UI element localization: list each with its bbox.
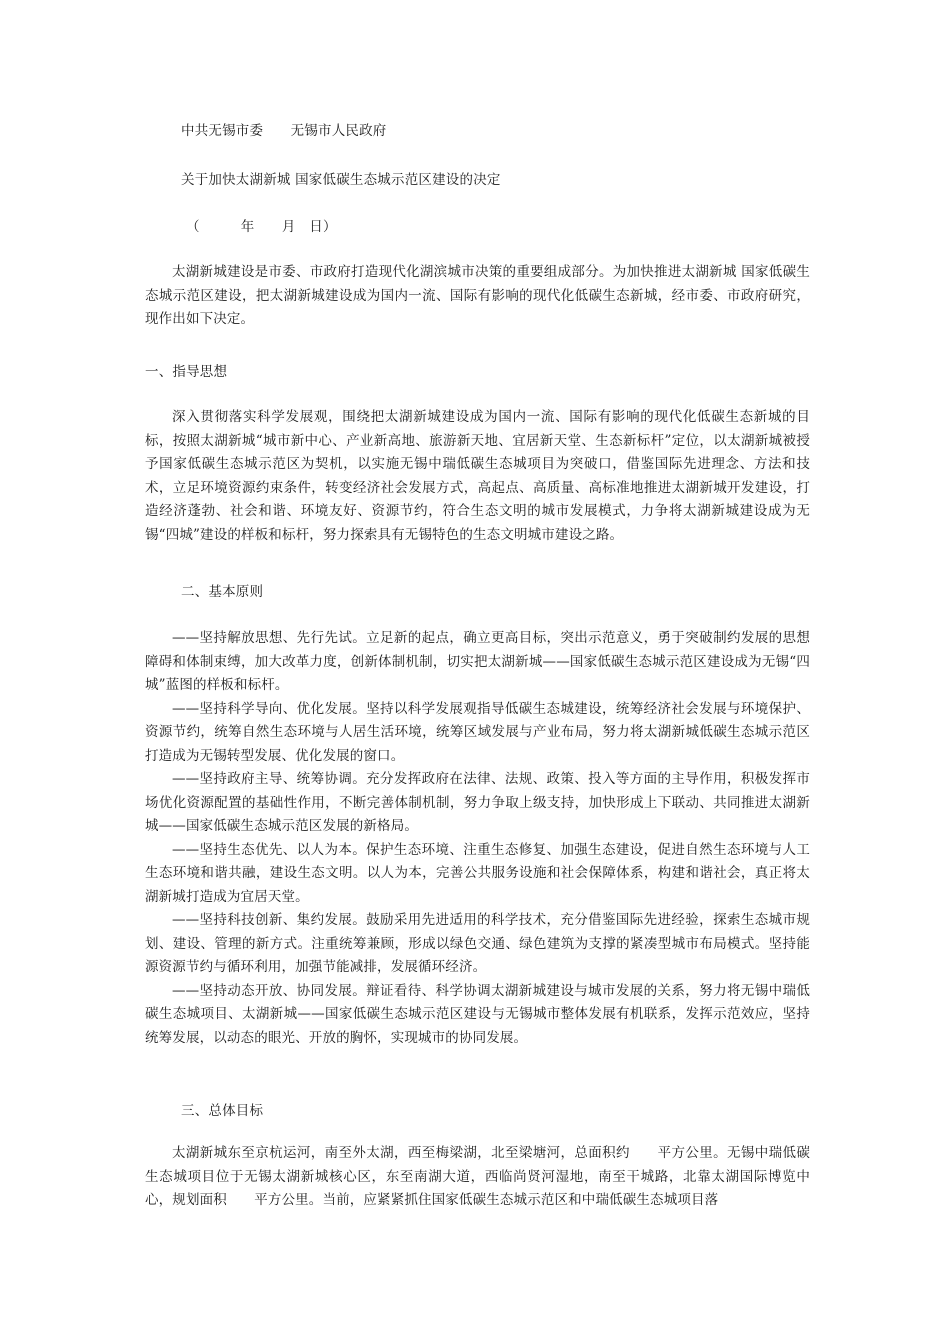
principle-item: ——坚持科技创新、集约发展。鼓励采用先进适用的科学技术，充分借鉴国际先进经验，探索生态城市规划、建设、管理的新方式。注重统筹兼顾，形成以绿色交通、绿色建筑为支撑的紧凑型城市布局模式。坚持能源资源节约与循环利用，加强节能减排，发展循环经济。 <box>145 912 810 975</box>
section3-heading: 三、总体目标 <box>181 1103 264 1119</box>
section2-heading: 二、基本原则 <box>181 584 264 600</box>
section2-list <box>145 627 810 1050</box>
section1-heading: 一、指导思想 <box>145 364 228 380</box>
date-line: （ 年 月 日） <box>186 219 337 235</box>
intro-text: 太湖新城建设是市委、市政府打造现代化湖滨城市决策的重要组成部分。为加快推进太湖新城 国家低碳生态城示范区建设，把太湖新城建设成为国内一流、国际有影响的现代化低碳生态新城，经市委、市政府研究，现作出如下决定。 <box>145 264 810 327</box>
principle-item: ——坚持政府主导、统筹协调。充分发挥政府在法律、法规、政策、投入等方面的主导作用，积极发挥市场优化资源配置的基础性作用，不断完善体制机制，努力争取上级支持，加快形成上下联动、共同推进太湖新城——国家低碳生态城示范区发展的新格局。 <box>145 771 810 834</box>
document-title: 关于加快太湖新城 国家低碳生态城示范区建设的决定 <box>181 172 501 188</box>
section3-text: 太湖新城东至京杭运河，南至外太湖，西至梅梁湖，北至梁塘河，总面积约 平方公里。无锡中瑞低碳生态城项目位于无锡太湖新城核心区，东至南湖大道，西临尚贤河湿地，南至干城路，北靠太湖国际博览中心，规划面积 平方公里。当前，应紧紧抓住国家低碳生态城示范区和中瑞低碳生态城项目落 <box>145 1145 810 1208</box>
section3-paragraph <box>145 1142 810 1213</box>
principle-item: ——坚持科学导向、优化发展。坚持以科学发展观指导低碳生态城建设，统筹经济社会发展与环境保护、资源节约，统筹自然生态环境与人居生活环境，统筹区域发展与产业布局，努力将太湖新城低碳生态城示范区打造成为无锡转型发展、优化发展的窗口。 <box>145 700 810 764</box>
principle-item: ——坚持解放思想、先行先试。立足新的起点，确立更高目标，突出示范意义，勇于突破制约发展的思想障碍和体制束缚，加大改革力度，创新体制机制，切实把太湖新城——国家低碳生态城示范区建设成为无锡“四城”蓝图的样板和标杆。 <box>145 630 810 693</box>
principle-item: ——坚持生态优先、以人为本。保护生态环境、注重生态修复、加强生态建设，促进自然生态环境与人工生态环境和谐共融，建设生态文明。以人为本，完善公共服务设施和社会保障体系，构建和谐社会，真正将太湖新城打造成为宜居天堂。 <box>145 841 810 905</box>
section1-text: 深入贯彻落实科学发展观，围绕把太湖新城建设成为国内一流、国际有影响的现代化低碳生态新城的目标，按照太湖新城“城市新中心、产业新高地、旅游新天地、宜居新天堂、生态新标杆”定位，以太湖新城被授予国家低碳生态城示范区为契机，以实施无锡中瑞低碳生态城项目为突破口，借鉴国际先进理念、方法和技术，立足环境资源约束条件，转变经济社会发展方式，高起点、高质量、高标准地推进太湖新城开发建设，打造经济蓬勃、社会和谐、环境友好、资源节约，符合生态文明的城市发展模式，力争将太湖新城建设成为无锡“四城”建设的样板和标杆，努力探索具有无锡特色的生态文明城市建设之路。 <box>145 409 810 543</box>
issuers-line: 中共无锡市委 无锡市人民政府 <box>181 123 387 139</box>
intro-paragraph <box>145 261 810 332</box>
section1-paragraph <box>145 406 810 547</box>
principle-item: ——坚持动态开放、协同发展。辩证看待、科学协调太湖新城建设与城市发展的关系，努力将无锡中瑞低碳生态城项目、太湖新城——国家低碳生态城示范区建设与无锡城市整体发展有机联系，发挥示范效应，坚持统筹发展，以动态的眼光、开放的胸怀，实现城市的协同发展。 <box>145 982 810 1046</box>
